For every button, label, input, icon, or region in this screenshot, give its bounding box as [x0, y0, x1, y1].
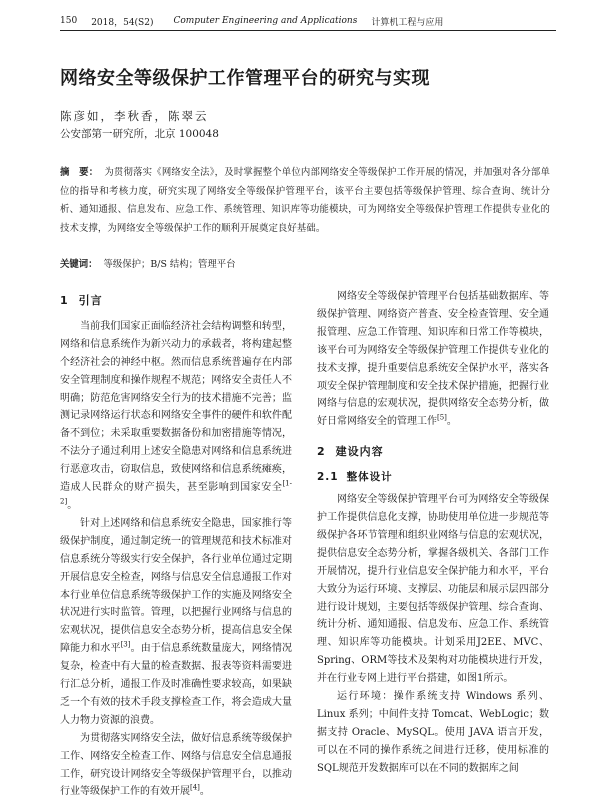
citation-ref: [5]: [437, 414, 447, 423]
section-2-title: 建设内容: [335, 445, 384, 459]
abstract-label: 摘 要：: [60, 167, 99, 178]
journal-name-en: Computer Engineering and Applications: [173, 16, 358, 26]
section-1-number: 1: [60, 294, 69, 307]
abstract: [60, 164, 550, 238]
design-paragraph-2: 运行环境：操作系统支持 Windows 系列、Linux 系列；中间件支持 Tomcat、WebLogic；数据支持 Oracle、MySQL。使用 JAVA 语言开发，可以在不同的操作系统之间进行迁移，使用标准的SQL规范开发数据库可以在不同的数据库之间: [317, 691, 549, 774]
running-head: [60, 12, 556, 31]
citation-ref: [3]: [120, 640, 131, 649]
intro-p1-end: 。: [67, 499, 78, 511]
abstract-text: 为贯彻落实《网络安全法》，及时掌握整个单位内部网络安全等级保护工作开展的情况，并加强对各分部单位的指导和考核力度，研究实现了网络安全等级保护管理平台，该平台主要包括等级保护管理、综合查询、统计分析、通知通报、信息发布、应急工作、系统管理、知识库等功能模块，可为网络安全等级保护管理工作提供专业化的技术支撑，为网络安全等级保护工作的顺利开展奠定良好基础。: [60, 167, 550, 234]
intro-paragraph-3: [60, 730, 292, 801]
intro-paragraph-1: [60, 318, 292, 515]
spacer: [317, 431, 549, 441]
subsection-2-1-title: 整体设计: [346, 471, 393, 484]
intro-p2-end: 。由于信息系统数量庞大，网络情况复杂，检查中有大量的检查数据、报表等资料需要进行汇总分析，通报工作及时准确性要求较高，如果缺乏一个有效的技术手段支撑检查工作，将会造成大量人力物力资源的浪费。: [60, 643, 293, 726]
subsection-2-1-number: 2.1: [317, 471, 339, 484]
page-number: 150: [60, 16, 78, 26]
section-1-heading: [60, 292, 292, 310]
section-2-heading: [317, 443, 549, 461]
volume-info: 2018，54(S2): [91, 17, 154, 28]
subsection-2-1-heading: [317, 469, 549, 487]
affiliation: 公安部第一研究所，北京 100048: [60, 128, 219, 140]
keywords-text: 等级保护；B/S 结构；管理平台: [103, 259, 236, 270]
section-2-number: 2: [317, 445, 326, 459]
keywords-label: 关键词：: [60, 259, 98, 270]
citation-ref: [1-2]: [60, 479, 292, 506]
keywords: [60, 257, 550, 273]
intro-paragraph-4: [317, 288, 549, 431]
journal-name-cn: 计算机工程与应用: [371, 17, 444, 28]
intro-p3-text: 为贯彻落实网络安全法，做好信息系统等级保护工作、网络安全检查工作、网络与信息安全信息通报工作，研究设计网络安全等级保护管理平台，以推动行业等级保护工作的有效开展: [60, 732, 292, 798]
design-paragraph-1: 网络安全等级保护管理平台可为网络安全等级保护工作提供信息化支撑，协助使用单位进一步规范等级保护各环节管理和组织业网络与信息的宏观状况，提供信息安全态势分析，掌握各级机关、各部门工作开展情况，提升行业信息安全保护能力和水平，平台大致分为运行环境、支撑层、功能层和展示层四部分进行设计规划，主要包括等级保护管理、综合查询、统计分析、通知通报、信息发布、应急工作、系统管理、知识库等功能模块。计划采用J2EE、MVC、Spring、ORM等技术及架构对功能模块进行开发，并在行业专网上进行平台搭建，如图1所示。: [317, 494, 549, 685]
left-column: [60, 290, 292, 801]
section-1-title: 引言: [78, 294, 103, 307]
intro-p4-text: 网络安全等级保护管理平台包括基础数据库、等级保护管理、网络资产普查、安全检查管理、安全通报管理、应急工作管理、知识库和日常工作等模块，该平台可为网络安全等级保护管理工作提供专业化的技术支撑，提升重要信息系统安全保护水平，落实各项安全保护管理制度和安全技术保护措施，把握行业网络与信息的宏观状况，提供网络安全态势分析，做好日常网络安全的管理工作: [317, 291, 549, 428]
right-column: [317, 288, 549, 778]
intro-p3-end: 。: [199, 786, 210, 798]
paper-title: 网络安全等级保护工作管理平台的研究与实现: [60, 68, 430, 89]
citation-ref: [4]: [190, 784, 200, 793]
authors: 陈彦如，李秋香，陈翠云: [60, 109, 209, 123]
intro-p4-end: 。: [446, 416, 457, 428]
intro-p1-text: 当前我们国家正面临经济社会结构调整和转型，网络和信息系统作为新兴动力的承载者，将构建起整个经济社会的神经中枢。然而信息系统普遍存在内部安全管理制度和操作规程不规范；网络安全责任人不明确；防范危害网络安全行为的技术措施不完善；监测记录网络运行状态和网络安全事件的硬件和软件配备不到位；未采取重要数据备份和加密措施等情况，不法分子通过利用上述安全隐患对网络和信息系统进行恶意攻击，窃取信息，致使网络和信息系统瘫痪，造成人民群众的财产损失，甚至影响到国家安全: [60, 320, 292, 494]
intro-paragraph-2: [60, 515, 292, 730]
intro-p2-text: 针对上述网络和信息系统安全隐患，国家推行等级保护制度，通过制定统一的管理规范和技术标准对信息系统分等级实行安全保护，各行业单位通过定期开展信息安全检查，网络与信息安全信息通报工作对本行业单位信息系统等级保护工作的实施及网络安全状况进行实时监管。管理，以把握行业网络与信息的宏观状况，提供信息安全态势分析，提高信息安全保障能力和水平: [60, 517, 292, 655]
